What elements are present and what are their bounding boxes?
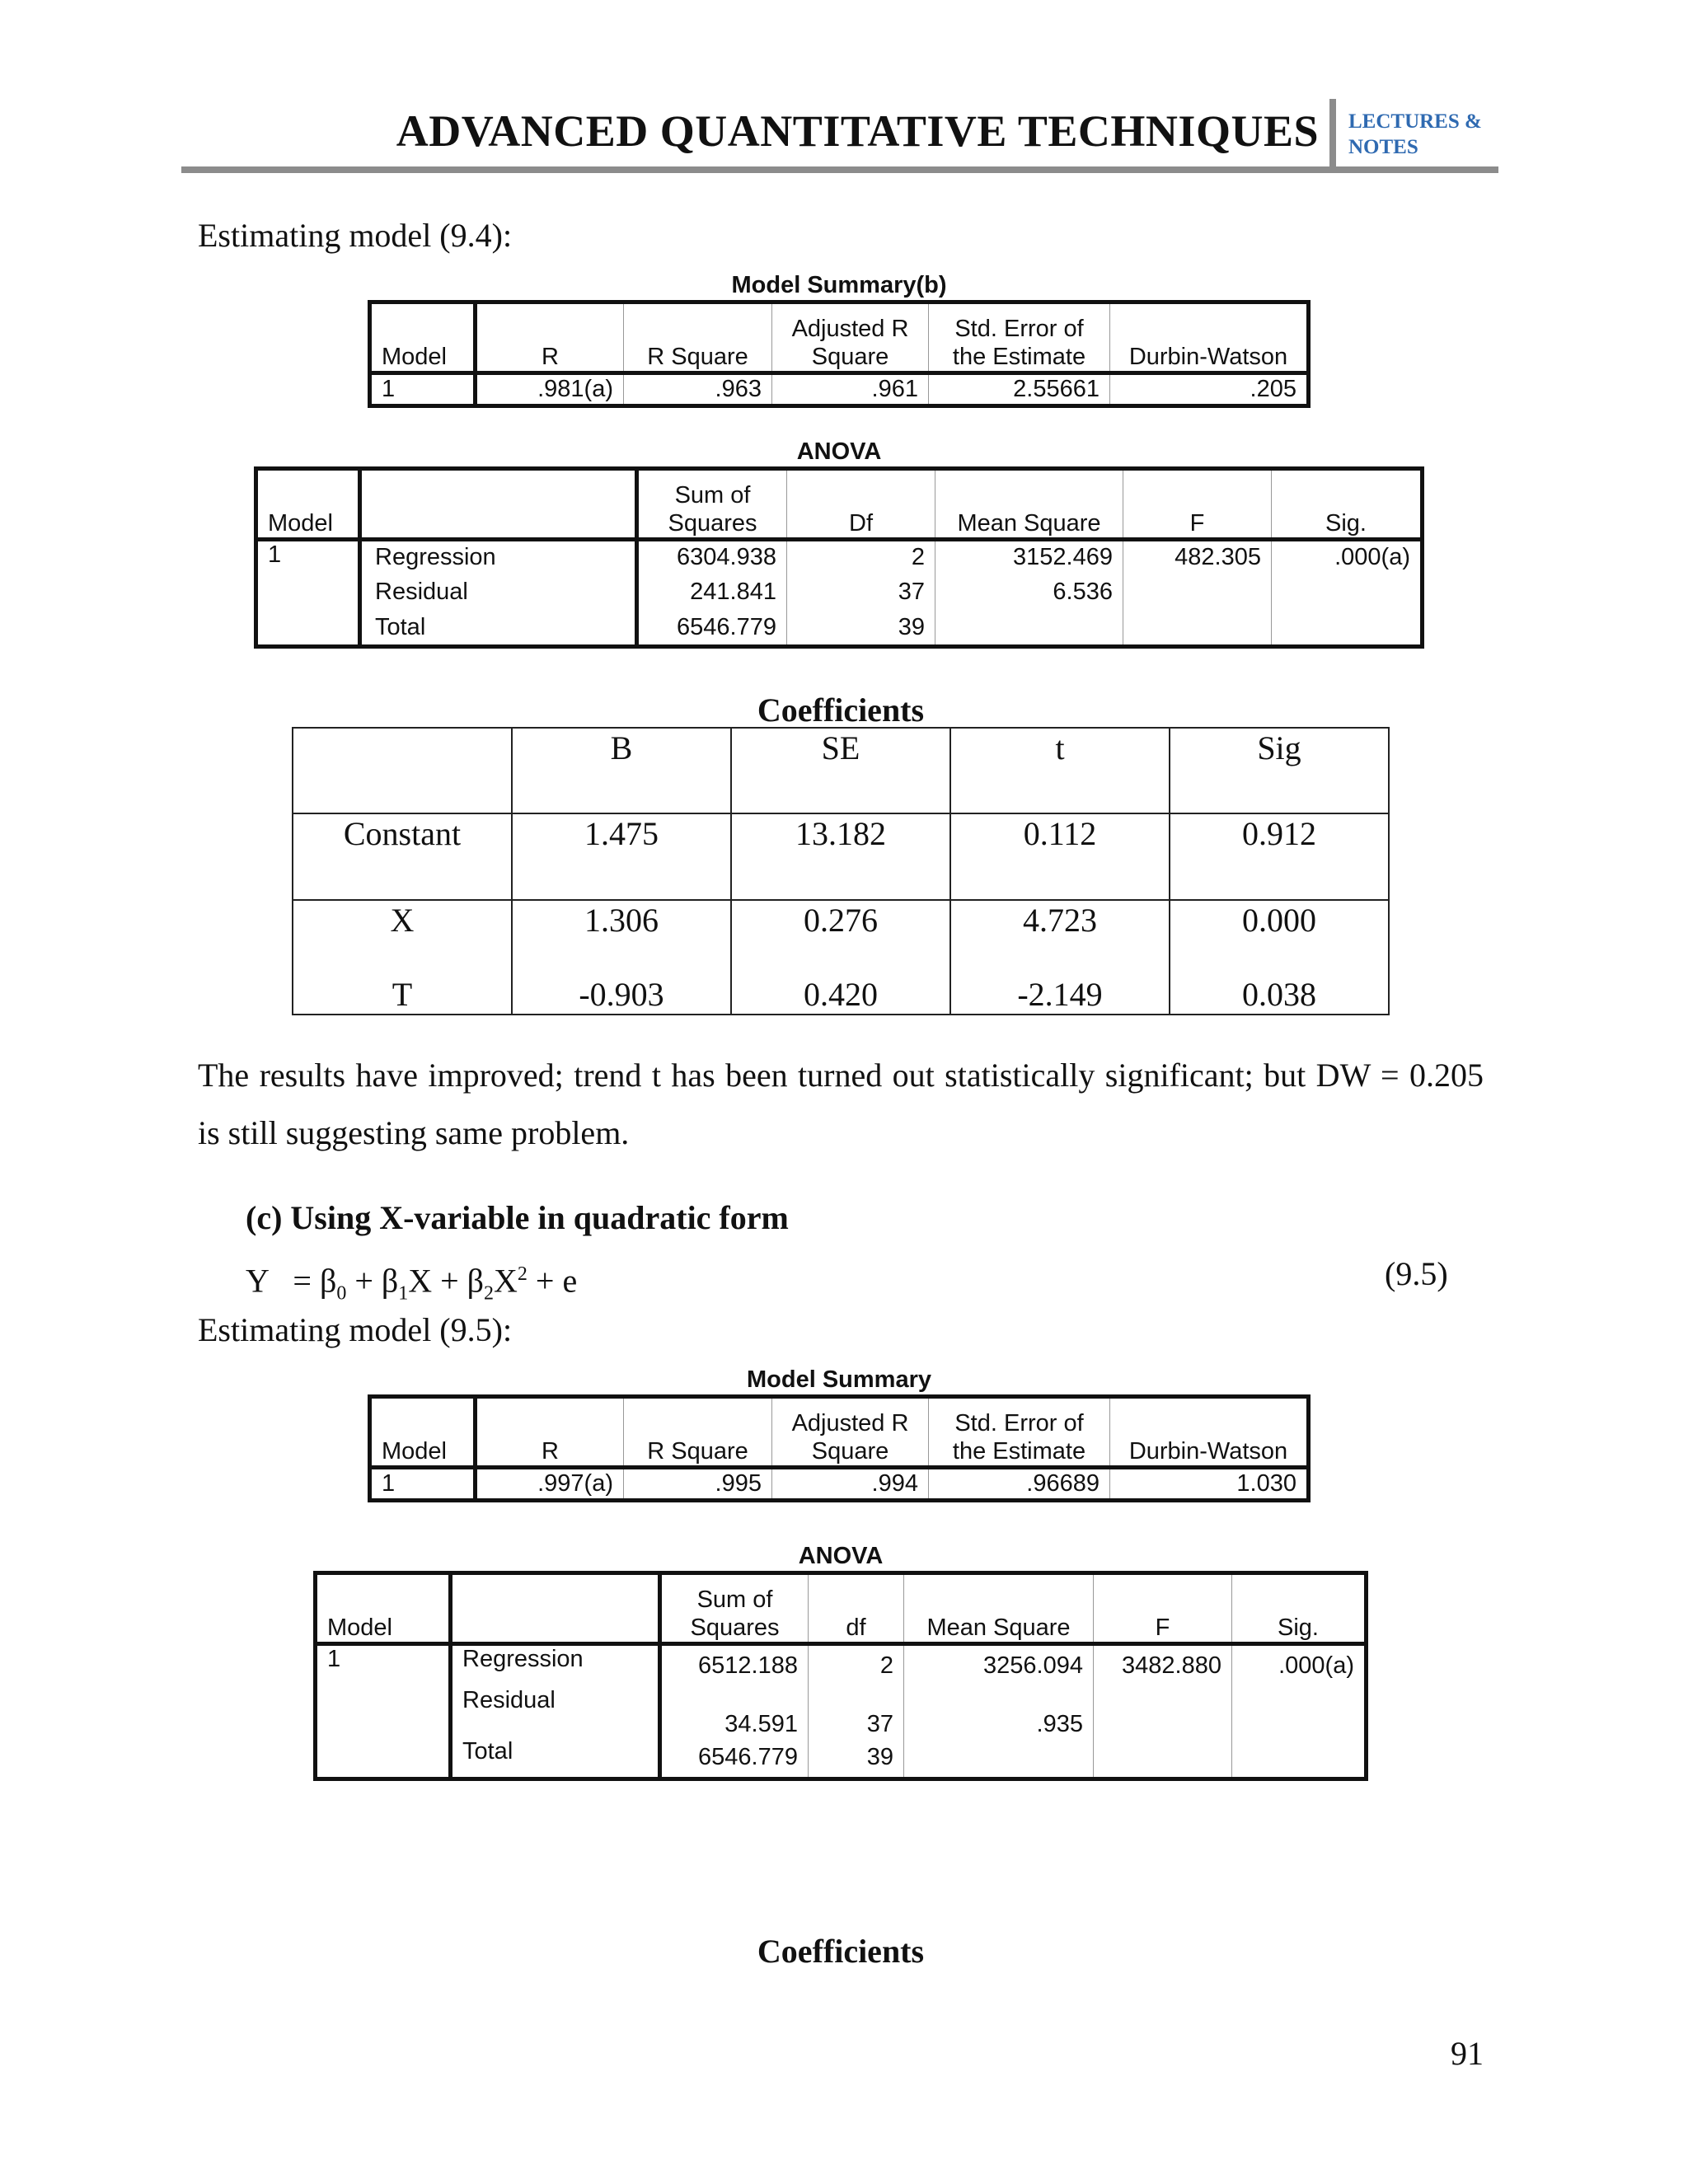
- cell-b: 1.306: [512, 900, 731, 975]
- cell-ms: 3152.469: [935, 540, 1123, 574]
- header-line: the Estimate: [952, 1438, 1086, 1465]
- cell-ss: 6546.779: [637, 611, 787, 647]
- col-header-sig: Sig: [1170, 728, 1389, 813]
- cell-b: -0.903: [512, 975, 731, 1015]
- cell-r: .981(a): [476, 373, 624, 406]
- cell-model: 1: [316, 1644, 451, 1779]
- cell-ms: .935: [904, 1687, 1094, 1738]
- cell-ss: 6512.188: [660, 1644, 809, 1687]
- header-line: Sum of: [674, 482, 751, 509]
- cell-r: .997(a): [476, 1468, 624, 1501]
- anova-2-table: [313, 1571, 1368, 1781]
- cell-sig: 0.038: [1170, 975, 1389, 1015]
- section-label-9-4: Estimating model (9.4):: [198, 217, 513, 254]
- col-header-std-error: [929, 1397, 1110, 1468]
- cell-sig: 0.912: [1170, 813, 1389, 900]
- cell-sig: .000(a): [1334, 544, 1410, 571]
- cell-model: 1: [370, 1468, 476, 1501]
- table-row: [293, 975, 1389, 1015]
- table-row: [293, 813, 1389, 900]
- col-header-model: Model: [370, 1397, 476, 1468]
- cell-r-square: .995: [624, 1468, 772, 1501]
- model-summary-2-table: [368, 1394, 1311, 1502]
- cell-empty: [1123, 574, 1272, 611]
- col-header-r-square: R Square: [624, 1397, 772, 1468]
- cell-se: 0.276: [731, 900, 950, 975]
- header-line: Squares: [690, 1615, 780, 1641]
- header-rule: [181, 166, 1498, 173]
- header-line: Square: [811, 1438, 889, 1465]
- col-header-blank: [293, 728, 512, 813]
- col-header-r: R: [476, 302, 624, 373]
- col-header-f: F: [1094, 1573, 1232, 1644]
- cell-df: 2: [787, 540, 935, 574]
- row-label-t: T: [293, 975, 512, 1015]
- row-label-total: Total: [360, 611, 637, 647]
- coefficients-1-table: [292, 727, 1390, 1015]
- header-divider: [1329, 99, 1336, 170]
- table-row: [293, 900, 1389, 975]
- cell-model: 1: [256, 540, 360, 647]
- row-label-constant: Constant: [293, 813, 512, 900]
- cell-empty: [1272, 611, 1423, 647]
- model-summary-2-caption: Model Summary: [747, 1366, 931, 1393]
- cell-b: 1.475: [512, 813, 731, 900]
- col-header-sig: Sig.: [1278, 1615, 1319, 1641]
- col-header-r: R: [476, 1397, 624, 1468]
- cell-f: 482.305: [1123, 540, 1272, 574]
- header-line: Adjusted R: [791, 316, 909, 342]
- cell-ss: 34.591: [660, 1687, 809, 1738]
- cell-ss: 6546.779: [660, 1738, 809, 1779]
- cell-df: 37: [787, 574, 935, 611]
- cell-adjusted-r-square: .961: [772, 373, 929, 406]
- table-header-row: [293, 728, 1389, 813]
- col-header-durbin-watson: Durbin-Watson: [1128, 1438, 1288, 1465]
- col-header-r-square: R Square: [624, 302, 772, 373]
- cell-empty: [1094, 1738, 1232, 1779]
- model-summary-1-caption: Model Summary(b): [731, 272, 947, 298]
- row-label-regression: Regression: [360, 540, 637, 574]
- row-label-residual: Residual: [360, 574, 637, 611]
- cell-df: 37: [809, 1687, 904, 1738]
- col-header-t: t: [950, 728, 1170, 813]
- table-row: [316, 1644, 1367, 1687]
- coefficients-2-title: Coefficients: [757, 1933, 925, 1970]
- col-header-sum-of-squares: [637, 469, 787, 540]
- col-header-std-error: [929, 302, 1110, 373]
- section-label-9-5: Estimating model (9.5):: [198, 1311, 513, 1348]
- cell-r-square: .963: [624, 373, 772, 406]
- header-subtitle-line1: LECTURES &: [1348, 110, 1482, 133]
- cell-model: 1: [370, 373, 476, 406]
- header-line: Sum of: [696, 1586, 773, 1613]
- col-header-mean-square: Mean Square: [904, 1573, 1094, 1644]
- col-header-mean-square: Mean Square: [935, 469, 1123, 540]
- row-label-regression: Regression: [451, 1644, 660, 1687]
- row-label-x: X: [293, 900, 512, 975]
- header-line: Square: [811, 344, 889, 370]
- col-header-blank: [451, 1573, 660, 1644]
- col-header-b: B: [512, 728, 731, 813]
- cell-df: 2: [809, 1644, 904, 1687]
- col-header-df: Df: [787, 469, 935, 540]
- col-header-f: F: [1123, 469, 1272, 540]
- col-header-blank: [360, 469, 637, 540]
- cell-durbin-watson: .205: [1250, 376, 1296, 402]
- equation-9-5: $Y = \beta_0 + \beta_1X + \beta_2X^2 + e$: [246, 1262, 578, 1305]
- cell-t: 4.723: [950, 900, 1170, 975]
- col-header-adjusted-r-square: [772, 302, 929, 373]
- table-header-row: [370, 302, 1309, 373]
- document-header-title: ADVANCED QUANTITATIVE TECHNIQUES: [396, 106, 1319, 156]
- cell-empty: [1094, 1687, 1232, 1738]
- cell-sig: 0.000: [1170, 900, 1389, 975]
- model-summary-1-table: [368, 300, 1311, 408]
- header-line: Squares: [668, 510, 757, 537]
- header-line: Std. Error of: [954, 1410, 1084, 1436]
- row-label-residual: Residual: [451, 1687, 660, 1738]
- table-row: [256, 574, 1423, 611]
- cell-t: -2.149: [950, 975, 1170, 1015]
- anova-2-caption: ANOVA: [798, 1543, 884, 1569]
- section-heading-c: (c) Using X-variable in quadratic form: [246, 1199, 789, 1236]
- cell-df: 39: [787, 611, 935, 647]
- cell-empty: [1232, 1687, 1367, 1738]
- cell-t: 0.112: [950, 813, 1170, 900]
- coefficients-1-title: Coefficients: [757, 691, 925, 729]
- cell-se: 0.420: [731, 975, 950, 1015]
- page-number: 91: [1451, 2035, 1484, 2072]
- anova-1-table: [254, 466, 1424, 649]
- cell-empty: [1232, 1738, 1367, 1779]
- col-header-model: Model: [256, 469, 360, 540]
- header-subtitle: [1348, 109, 1482, 160]
- col-header-model: Model: [370, 302, 476, 373]
- cell-ss: 241.841: [637, 574, 787, 611]
- cell-empty: [935, 611, 1123, 647]
- cell-durbin-watson: 1.030: [1236, 1470, 1296, 1497]
- col-header-df: df: [809, 1573, 904, 1644]
- cell-f: 3482.880: [1094, 1644, 1232, 1687]
- cell-empty: [1272, 574, 1423, 611]
- cell-ms: 3256.094: [904, 1644, 1094, 1687]
- table-row: [256, 540, 1423, 574]
- header-line: Adjusted R: [791, 1410, 909, 1436]
- results-paragraph: The results have improved; trend t has been turned out statistically significant; but DW = 0.205 is still suggesting same problem.: [198, 1057, 1484, 1151]
- table-row: [256, 611, 1423, 647]
- table-row: [316, 1738, 1367, 1779]
- cell-empty: [904, 1738, 1094, 1779]
- cell-adjusted-r-square: .994: [772, 1468, 929, 1501]
- col-header-adjusted-r-square: [772, 1397, 929, 1468]
- cell-std-error: 2.55661: [929, 373, 1110, 406]
- col-header-sum-of-squares: [660, 1573, 809, 1644]
- cell-ms: 6.536: [935, 574, 1123, 611]
- cell-se: 13.182: [731, 813, 950, 900]
- header-subtitle-line2: NOTES: [1348, 136, 1418, 158]
- table-header-row: [256, 469, 1423, 540]
- cell-sig: .000(a): [1278, 1652, 1354, 1680]
- header-line: Std. Error of: [954, 316, 1084, 342]
- cell-df: 39: [809, 1738, 904, 1779]
- col-header-se: SE: [731, 728, 950, 813]
- cell-empty: [1123, 611, 1272, 647]
- anova-1-caption: ANOVA: [796, 438, 882, 465]
- cell-std-error: .96689: [929, 1468, 1110, 1501]
- table-row: [370, 373, 1309, 406]
- cell-ss: 6304.938: [637, 540, 787, 574]
- table-header-row: [316, 1573, 1367, 1644]
- col-header-model: Model: [316, 1573, 451, 1644]
- col-header-durbin-watson: Durbin-Watson: [1128, 344, 1288, 370]
- table-header-row: [370, 1397, 1309, 1468]
- table-row: [370, 1468, 1309, 1501]
- row-label-total: Total: [451, 1738, 660, 1779]
- equation-number: (9.5): [1385, 1255, 1448, 1292]
- table-row: [316, 1687, 1367, 1738]
- header-line: the Estimate: [952, 344, 1086, 370]
- col-header-sig: Sig.: [1325, 510, 1367, 537]
